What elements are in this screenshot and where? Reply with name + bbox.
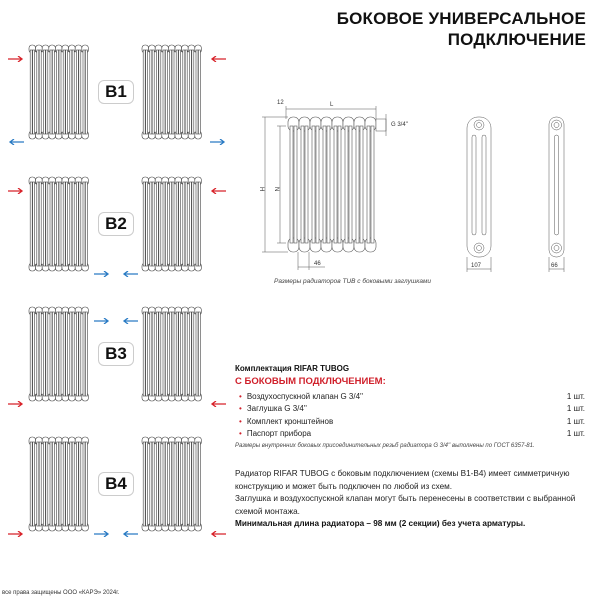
radiator-icon <box>26 436 92 532</box>
radiator-icon <box>139 176 205 272</box>
drawing-caption: Размеры радиаторов TUB с боковыми заглушками <box>274 278 432 285</box>
scheme-label: B2 <box>98 212 134 236</box>
kit-heading: Комплектация RIFAR TUBOG <box>235 364 350 373</box>
scheme-b2 <box>0 176 230 276</box>
kit-list <box>235 364 585 449</box>
radiator-icon <box>139 306 205 402</box>
radiator-icon <box>26 306 92 402</box>
radiator-icon <box>26 44 92 140</box>
scheme-label: B4 <box>98 472 134 496</box>
kit-subheading: С БОКОВЫМ ПОДКЛЮЧЕНИЕМ: <box>235 376 386 387</box>
dim-46: 46 <box>314 261 321 267</box>
supply-arrow-icon <box>8 181 24 187</box>
kit-item: • Паспорт прибора 1 шт. <box>235 428 585 441</box>
scheme-b3 <box>0 306 230 406</box>
supply-arrow-icon <box>8 524 24 530</box>
return-arrow-icon <box>122 264 138 270</box>
return-arrow-icon <box>94 524 110 530</box>
supply-arrow-icon <box>8 394 24 400</box>
copyright: все права защищены ООО «КАРЭ» 2024г. <box>2 590 120 596</box>
supply-arrow-icon <box>210 181 226 187</box>
scheme-label: B3 <box>98 342 134 366</box>
dim-H: H <box>258 187 264 192</box>
return-arrow-icon <box>122 524 138 530</box>
dim-L: L <box>330 102 334 108</box>
kit-item: • Воздухоспускной клапан G 3/4'' 1 шт. <box>235 390 585 403</box>
radiator-icon <box>26 176 92 272</box>
scheme-label: B1 <box>98 80 134 104</box>
return-arrow-icon <box>8 132 24 138</box>
dim-66: 66 <box>551 263 558 269</box>
dimension-drawing <box>250 92 600 292</box>
description: Радиатор RIFAR TUBOG с боковым подключением (схемы B1-B4) имеет симметричную конструкцию и может быть подключен по любой из схем. Заглушка и воздухоспускной клапан могут быть перенесены в соответствии с выбранной схемой монтажа. Минимальная длина радиатора – 98 мм (2 секции) без учета арматуры. <box>235 469 576 529</box>
page-title: БОКОВОЕ УНИВЕРСАЛЬНОЕ ПОДКЛЮЧЕНИЕ <box>336 9 586 49</box>
return-arrow-icon <box>122 311 138 317</box>
thread-label: G 3/4'' <box>391 122 408 128</box>
kit-note: Размеры внутренних боковых присоединительных резьб радиатора G 3/4'' выполнены по ГОСТ 6357-81. <box>235 443 535 449</box>
return-arrow-icon <box>94 264 110 270</box>
supply-arrow-icon <box>8 49 24 55</box>
return-arrow-icon <box>210 132 226 138</box>
dim-N: N <box>273 187 279 192</box>
dim-12: 12 <box>277 100 284 106</box>
scheme-b4 <box>0 436 230 536</box>
scheme-b1 <box>0 44 230 144</box>
return-arrow-icon <box>94 311 110 317</box>
radiator-icon <box>139 436 205 532</box>
radiator-icon <box>139 44 205 140</box>
kit-item: • Заглушка G 3/4'' 1 шт. <box>235 403 585 416</box>
supply-arrow-icon <box>210 394 226 400</box>
kit-item: • Комплект кронштейнов 1 шт. <box>235 415 585 428</box>
dim-107: 107 <box>471 263 482 269</box>
supply-arrow-icon <box>210 524 226 530</box>
supply-arrow-icon <box>210 49 226 55</box>
